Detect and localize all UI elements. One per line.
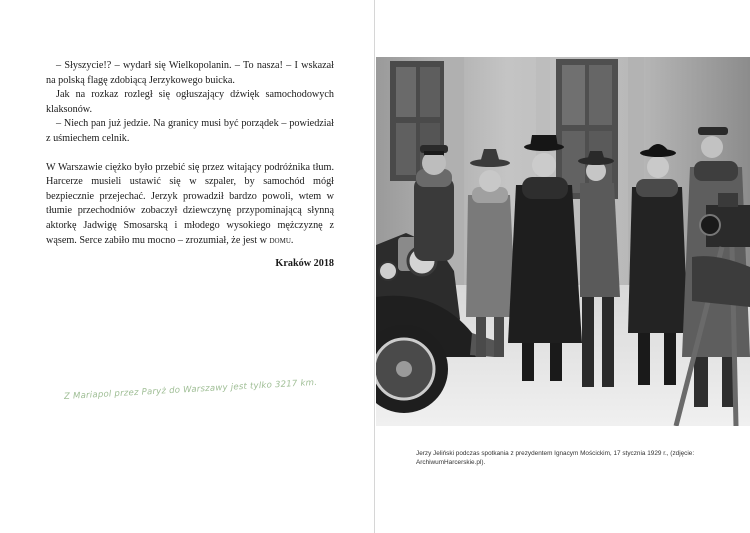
text-block [46, 59, 334, 248]
paragraph-dialogue-1: – Słyszycie!? – wydarł się Wielkopolanin. – To nasza! – I wskazał na polską flagę zdobiącą Jerzykowego buicka. [46, 60, 334, 86]
paragraph-gap [46, 147, 334, 161]
left-page [0, 0, 374, 533]
window-right [556, 59, 618, 199]
photo-caption: Jerzy Jeliński podczas spotkania z prezydentem Ignacym Mościckim, 17 stycznia 1929 r., (zdjęcie: ArchiwumHarcerskie.pl). [416, 450, 695, 466]
photo-illustration [376, 57, 750, 426]
paragraph-dialogue-2: – Niech pan już jedzie. Na granicy musi być porządek – powiedział z uśmiechem celnik. [46, 118, 334, 144]
handwritten-note: Z Mariapol przez Paryż do Warszawy jest tylko 3217 km. [63, 377, 318, 402]
paragraph-klaxons: Jak na rozkaz rozległ się ogłuszający dźwięk samochodowych klaksonów. [46, 89, 334, 115]
paragraph-warsaw-end: domu. [269, 234, 294, 246]
paragraph-warsaw [46, 161, 334, 249]
paragraph-warsaw-main: W Warszawie ciężko było przebić się przez witający podróżnika tłum. Harcerze musieli ustawić się w szpaler, by samochód mógł bezpiecznie przejechać. Jerzyk prowadził bardzo powoli, wtem w tłumie przechodniów zobaczył dziewczynę przypominającą słynną aktorkę Jadwigę Smosarską i młodego wysokiego mężczyznę z wąsem. Serce zabiło mu mocno – zrozumiał, że jest w [46, 161, 334, 246]
place-date: Kraków 2018 [275, 258, 334, 269]
archival-photo [376, 57, 750, 426]
